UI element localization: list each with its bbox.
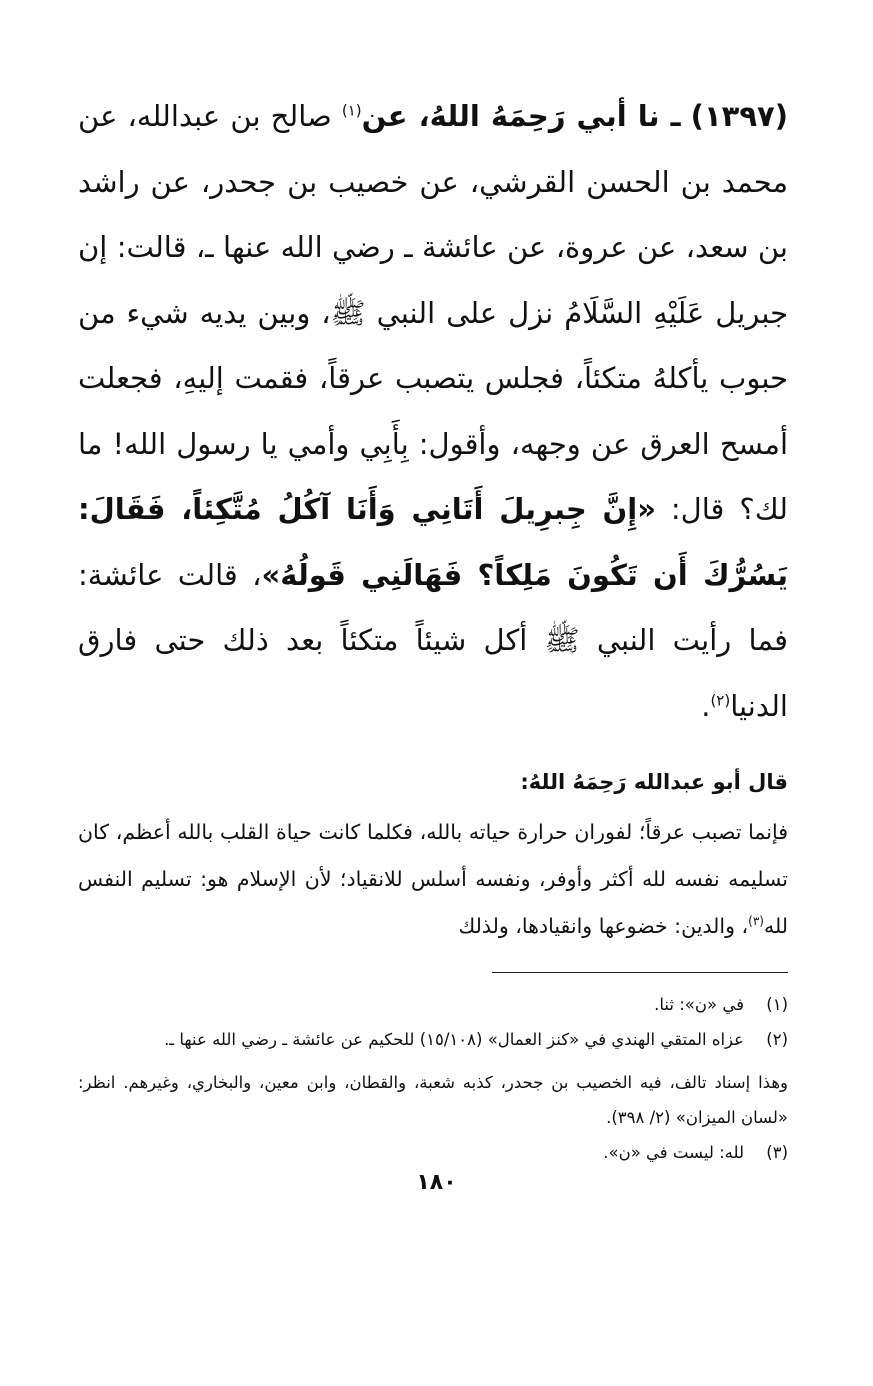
footnote-2 bbox=[78, 1022, 788, 1057]
commentary-heading: قال أبو عبدالله رَحِمَهُ اللهُ: bbox=[520, 770, 788, 794]
prophetic-quote: «إِنَّ جِبرِيلَ أَتَانِي وَأَنَا آكُلُ مُتَّكِئاً، فَقَالَ: يَسُرُّكَ أَن تَكُونَ مَلِكاً؟ فَهَالَنِي قَولُهُ» bbox=[78, 492, 788, 592]
footnotes bbox=[78, 987, 788, 1170]
footnote-mark: (٢) bbox=[766, 1030, 788, 1049]
footnote-ref-2: (٢) bbox=[710, 690, 731, 709]
footnote-text: عزاه المتقي الهندي في «كنز العمال» (١٥/١٠٨) للحكيم عن عائشة ـ رضي الله عنها ـ. bbox=[164, 1030, 744, 1049]
footnote-ref-3: (٣) bbox=[748, 914, 764, 929]
footnote-divider bbox=[492, 972, 788, 973]
commentary-body-2: ، والدين: خضوعها وانقيادها، ولذلك bbox=[458, 914, 749, 938]
footnote-1 bbox=[78, 987, 788, 1022]
footnote-2-continuation: وهذا إسناد تالف، فيه الخصيب بن جحدر، كذبه شعبة، والقطان، وابن معين، والبخاري، وغيرهم. انظر: «لسان الميزان» (٢/ ٣٩٨). bbox=[78, 1073, 788, 1127]
commentary-text bbox=[78, 809, 788, 950]
footnote-mark: (٣) bbox=[766, 1143, 788, 1162]
footnote-ref-1: (١) bbox=[341, 101, 362, 120]
hadith-end: . bbox=[701, 688, 711, 723]
footnote-mark: (١) bbox=[766, 995, 788, 1014]
hadith-body-1: صالح بن عبدالله، عن محمد بن الحسن القرشي، عن خصيب بن جحدر، عن راشد بن سعد، عن عروة، عن عائشة ـ رضي الله عنها ـ، قالت: إن جبريل عَلَيْهِ السَّلَامُ نزل على النبي ﷺ، وبين يديه شيء من حبوب يأكلهُ متكئاً، فجلس يتصبب عرقاً، فقمت إليهِ، فجعلت أمسح العرق عن وجهه، وأقول: بِأَبِي وأمي يا رسول الله! ما لك؟ قال: bbox=[78, 99, 788, 526]
hadith-text bbox=[78, 84, 788, 739]
footnote-3 bbox=[78, 1135, 788, 1170]
footnote-text: لله: ليست في «ن». bbox=[603, 1143, 744, 1162]
hadith-number: (١٣٩٧) bbox=[690, 99, 789, 133]
hadith-body-2: ، قالت عائشة: فما رأيت النبي ﷺ أكل شيئاً متكئاً بعد ذلك حتى فارق الدنيا bbox=[78, 557, 788, 723]
commentary-body-1: فإنما تصبب عرقاً؛ لفوران حرارة حياته بالله، فكلما كانت حياة القلب بالله أعظم، كان تسليمه نفسه لله أكثر وأوفر، ونفسه أسلس للانقياد؛ لأن الإسلام هو: تسليم النفس لله bbox=[78, 820, 788, 938]
footnote-text: في «ن»: ثنا. bbox=[654, 995, 744, 1014]
page-number: ١٨٠ bbox=[416, 1170, 457, 1195]
hadith-intro: ـ نا أبي رَحِمَهُ اللهُ، عن bbox=[361, 99, 681, 133]
